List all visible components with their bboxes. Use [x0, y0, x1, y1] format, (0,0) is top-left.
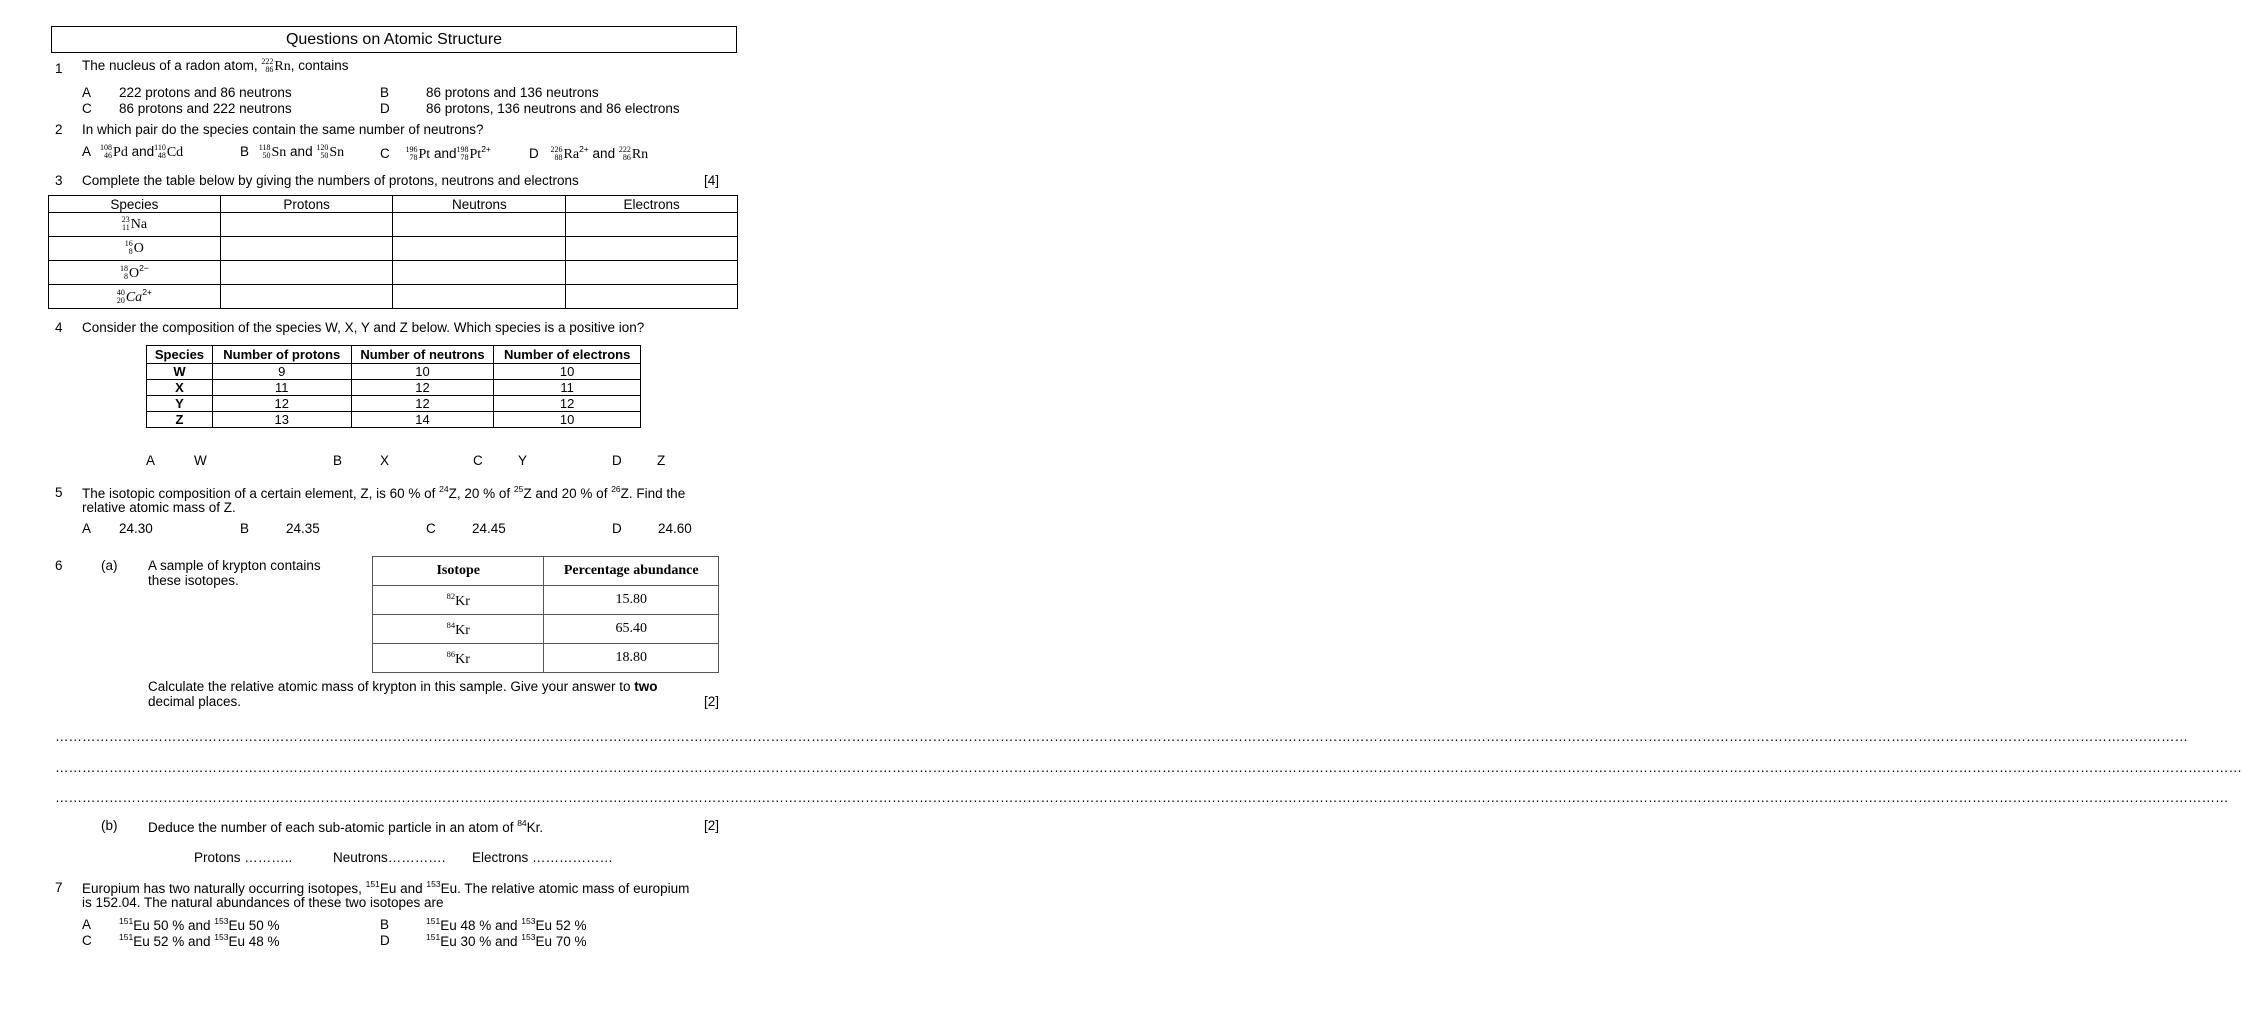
q1-nuclide: 222 86: [261, 57, 274, 75]
q4-option-b: X: [380, 453, 390, 468]
answer-cell[interactable]: [566, 261, 738, 285]
q5-line2: relative atomic mass of Z.: [82, 500, 236, 515]
q4-option-b-letter: B: [333, 453, 343, 468]
table-row: X 11 12 11: [147, 380, 641, 396]
q6-a-line1: A sample of krypton contains: [148, 558, 321, 573]
q5-option-b-letter: B: [240, 521, 250, 536]
q2-option-b: B 118 50 Sn and 120 50 Sn: [240, 143, 345, 161]
table-row: [49, 237, 738, 261]
answer-cell[interactable]: [393, 213, 566, 237]
header-electrons: Number of electrons: [494, 346, 641, 364]
neutrons-answer[interactable]: Neutrons………….: [333, 850, 446, 865]
table-header-row: [49, 196, 738, 213]
q7-option-c-letter: C: [82, 933, 92, 948]
q1-option-c: 86 protons and 222 neutrons: [119, 101, 292, 116]
answer-cell[interactable]: [220, 285, 393, 309]
q7-option-d: $^{151}$Eu 30 % and $^{153}$Eu 70 %: [426, 932, 587, 949]
q5-option-d: 24.60: [658, 521, 692, 536]
q3-table: [48, 195, 738, 309]
answer-cell[interactable]: [566, 237, 738, 261]
species-cell: 18 8 $O^{2-}$: [49, 261, 221, 285]
q7-line1: Europium has two naturally occurring isotopes, $^{151}$Eu and $^{153}$Eu. The relative atomic mass of europium: [82, 879, 690, 896]
q6-calc-marks: [2]: [704, 694, 720, 709]
table-row: [49, 213, 738, 237]
answer-cell[interactable]: [393, 237, 566, 261]
electrons-answer[interactable]: Electrons ………………: [472, 850, 614, 865]
q7-line2: is 152.04. The natural abundances of these two isotopes are: [82, 895, 444, 910]
q5-option-d-letter: D: [612, 521, 622, 536]
answer-line[interactable]: ………………………………………………………………………………………………………………………………………………………………………………………………………………………………………………………………………………………………………………………………………………………………………………………………………………………………………………: [55, 760, 2242, 775]
q3-marks: [4]: [704, 173, 720, 188]
q4-text: Consider the composition of the species W, X, Y and Z below. Which species is a positive ion?: [82, 320, 645, 335]
q5-number: 5: [55, 485, 63, 500]
q2-option-d: D 226 88 $Ra^{2+}$ and 222 86 Rn: [529, 144, 649, 163]
table-row: $^{84}$Kr 65.40: [373, 615, 719, 644]
q3-number: 3: [55, 173, 63, 188]
q7-option-b-letter: B: [380, 917, 390, 932]
q6-a-line2: these isotopes.: [148, 573, 239, 588]
q5-option-b: 24.35: [286, 521, 320, 536]
protons-answer[interactable]: Protons ………..: [194, 850, 293, 865]
header-protons: Protons: [220, 196, 393, 213]
header-neutrons: Number of neutrons: [351, 346, 494, 364]
answer-cell[interactable]: [220, 213, 393, 237]
species-cell: 40 20 $Ca^{2+}$: [49, 285, 221, 309]
header-isotope: Isotope: [373, 557, 544, 586]
q6-part-b: (b): [101, 818, 118, 833]
q5-option-c: 24.45: [472, 521, 506, 536]
q7-option-a-letter: A: [82, 917, 92, 932]
q7-option-b: $^{151}$Eu 48 % and $^{153}$Eu 52 %: [426, 916, 587, 933]
q5-option-a-letter: A: [82, 521, 92, 536]
table-header-row: [147, 346, 641, 364]
header-electrons: Electrons: [566, 196, 738, 213]
q7-number: 7: [55, 880, 63, 895]
q4-option-d-letter: D: [612, 453, 622, 468]
q1-option-a: 222 protons and 86 neutrons: [119, 85, 292, 100]
table-row: [49, 285, 738, 309]
q6-part-a: (a): [101, 558, 118, 573]
q2-text: In which pair do the species contain the same number of neutrons?: [82, 122, 484, 137]
answer-cell[interactable]: [566, 213, 738, 237]
table-row: $^{82}$Kr 15.80: [373, 586, 719, 615]
q4-option-d: Z: [657, 453, 666, 468]
table-row: [49, 261, 738, 285]
q4-option-a-letter: A: [146, 453, 156, 468]
q1-option-c-letter: C: [82, 101, 92, 116]
page-title: Questions on Atomic Structure: [51, 26, 737, 53]
q5-line1: The isotopic composition of a certain element, Z, is 60 % of $^{24}$Z, 20 % of $^{25}$Z and 20 % of $^{26}$Z. Find the: [82, 484, 686, 501]
q1-option-a-letter: A: [82, 85, 92, 100]
header-neutrons: Neutrons: [393, 196, 566, 213]
q6-calc-line1: Calculate the relative atomic mass of krypton in this sample. Give your answer to two: [148, 679, 658, 694]
header-species: Species: [147, 346, 213, 364]
table-row: Y 12 12 12: [147, 396, 641, 412]
q1-option-d: 86 protons, 136 neutrons and 86 electrons: [426, 101, 680, 116]
q1-stem: The nucleus of a radon atom, 222 86 Rn, contains: [82, 57, 349, 75]
q1-text: The nucleus of a radon atom,: [82, 58, 258, 73]
answer-cell[interactable]: [393, 261, 566, 285]
table-header-row: [373, 557, 719, 586]
q1-option-d-letter: D: [380, 101, 390, 116]
answer-line[interactable]: ……………………………………………………………………………………………………………………………………………………………………………………………………………………………………………………………………………………………………………………………………………………………………………………………………………………………………: [55, 729, 2188, 744]
q1-option-b: 86 protons and 136 neutrons: [426, 85, 599, 100]
answer-cell[interactable]: [566, 285, 738, 309]
answer-cell[interactable]: [220, 261, 393, 285]
q7-option-c: $^{151}$Eu 52 % and $^{153}$Eu 48 %: [119, 932, 280, 949]
header-species: Species: [49, 196, 221, 213]
q6-number: 6: [55, 558, 63, 573]
q3-text: Complete the table below by giving the numbers of protons, neutrons and electrons: [82, 173, 579, 188]
krypton-isotope-table: [372, 556, 719, 673]
q2-option-a: A 108 46 Pd and 110 48 Cd: [82, 143, 184, 161]
q2-number: 2: [55, 122, 63, 137]
table-row: Z 13 14 10: [147, 412, 641, 428]
q6-calc-line2: decimal places.: [148, 694, 242, 709]
table-row: W 9 10 10: [147, 364, 641, 380]
answer-cell[interactable]: [393, 285, 566, 309]
q4-number: 4: [55, 320, 63, 335]
q6-b-marks: [2]: [704, 818, 720, 833]
q7-option-a: $^{151}$Eu 50 % and $^{153}$Eu 50 %: [119, 916, 280, 933]
q4-option-c-letter: C: [473, 453, 483, 468]
header-abundance: Percentage abundance: [544, 557, 719, 586]
q4-option-a: W: [194, 453, 207, 468]
answer-line[interactable]: ……………………………………………………………………………………………………………………………………………………………………………………………………………………………………………………………………………………………………………………………………………………………………………………………………………………………………………: [55, 790, 2229, 805]
q5-option-c-letter: C: [426, 521, 436, 536]
q1-number: 1: [55, 61, 63, 76]
q6-b-text: Deduce the number of each sub-atomic particle in an atom of $^{84}$Kr.: [148, 818, 544, 835]
q5-option-a: 24.30: [119, 521, 153, 536]
table-row: $^{86}$Kr 18.80: [373, 644, 719, 673]
q1-option-b-letter: B: [380, 85, 390, 100]
q4-option-c: Y: [518, 453, 528, 468]
species-cell: 16 8 O: [49, 237, 221, 261]
q7-option-d-letter: D: [380, 933, 390, 948]
header-protons: Number of protons: [212, 346, 351, 364]
answer-cell[interactable]: [220, 237, 393, 261]
q4-table: [146, 345, 641, 428]
species-cell: 23 11 Na: [49, 213, 221, 237]
q2-option-c: C 196 78 Pt and 198 78 $Pt^{2+}$: [380, 144, 491, 163]
